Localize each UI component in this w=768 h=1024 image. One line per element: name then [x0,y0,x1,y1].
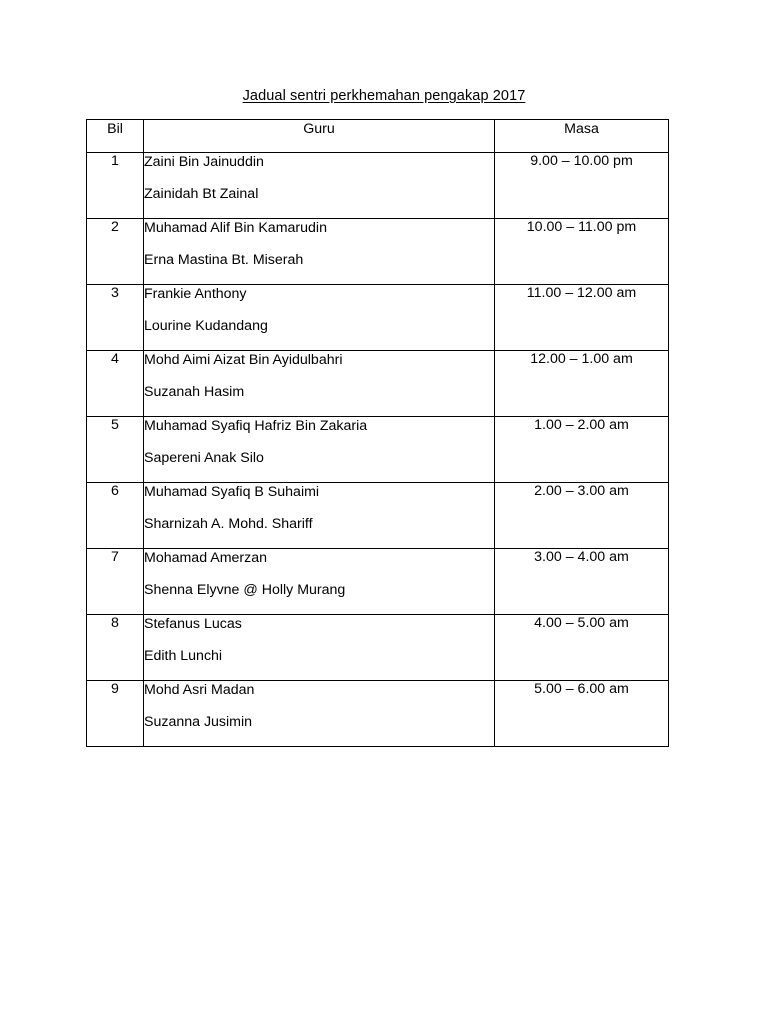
row-number: 3 [87,285,144,351]
teacher-name: Frankie Anthony [144,286,247,302]
teacher-name: Stefanus Lucas [144,616,242,632]
teacher-name: Zaini Bin Jainuddin [144,154,264,170]
table-row [87,285,669,351]
header-masa: Masa [495,120,669,153]
time-slot: 11.00 – 12.00 am [495,285,669,351]
table-row [87,219,669,285]
row-number: 1 [87,153,144,219]
table-row [87,681,669,747]
teacher-cell [144,153,495,219]
time-slot: 10.00 – 11.00 pm [495,219,669,285]
teacher-cell [144,549,495,615]
document-title: Jadual sentri perkhemahan pengakap 2017 [242,88,526,104]
teacher-cell [144,285,495,351]
teacher-name: Mohd Aimi Aizat Bin Ayidulbahri [144,352,343,368]
teacher-name: Sharnizah A. Mohd. Shariff [144,516,313,532]
table-row [87,351,669,417]
table-row [87,417,669,483]
teacher-name: Mohamad Amerzan [144,550,268,566]
teacher-name: Edith Lunchi [144,648,223,664]
table-row [87,615,669,681]
teacher-name: Muhamad Syafiq B Suhaimi [144,484,320,500]
teacher-cell [144,615,495,681]
table-header-row [87,120,669,153]
teacher-name: Zainidah Bt Zainal [144,186,259,202]
teacher-name: Erna Mastina Bt. Miserah [144,252,304,268]
header-bil: Bil [87,120,144,153]
row-number: 6 [87,483,144,549]
time-slot: 5.00 – 6.00 am [495,681,669,747]
row-number: 4 [87,351,144,417]
teacher-name: Mohd Asri Madan [144,682,255,698]
sentry-schedule-table [86,119,669,747]
teacher-name: Shenna Elyvne @ Holly Murang [144,582,346,598]
table-row [87,549,669,615]
teacher-cell [144,417,495,483]
time-slot: 3.00 – 4.00 am [495,549,669,615]
table-row [87,483,669,549]
time-slot: 4.00 – 5.00 am [495,615,669,681]
teacher-name: Suzanna Jusimin [144,714,253,730]
teacher-cell [144,219,495,285]
row-number: 7 [87,549,144,615]
teacher-cell [144,483,495,549]
teacher-name: Lourine Kudandang [144,318,268,334]
teacher-name: Muhamad Alif Bin Kamarudin [144,220,327,236]
teacher-name: Suzanah Hasim [144,384,245,400]
time-slot: 2.00 – 3.00 am [495,483,669,549]
teacher-cell [144,351,495,417]
time-slot: 12.00 – 1.00 am [495,351,669,417]
row-number: 2 [87,219,144,285]
row-number: 9 [87,681,144,747]
time-slot: 1.00 – 2.00 am [495,417,669,483]
teacher-name: Muhamad Syafiq Hafriz Bin Zakaria [144,418,368,434]
row-number: 8 [87,615,144,681]
teacher-cell [144,681,495,747]
time-slot: 9.00 – 10.00 pm [495,153,669,219]
header-guru: Guru [144,120,495,153]
teacher-name: Sapereni Anak Silo [144,450,264,466]
table-row [87,153,669,219]
row-number: 5 [87,417,144,483]
